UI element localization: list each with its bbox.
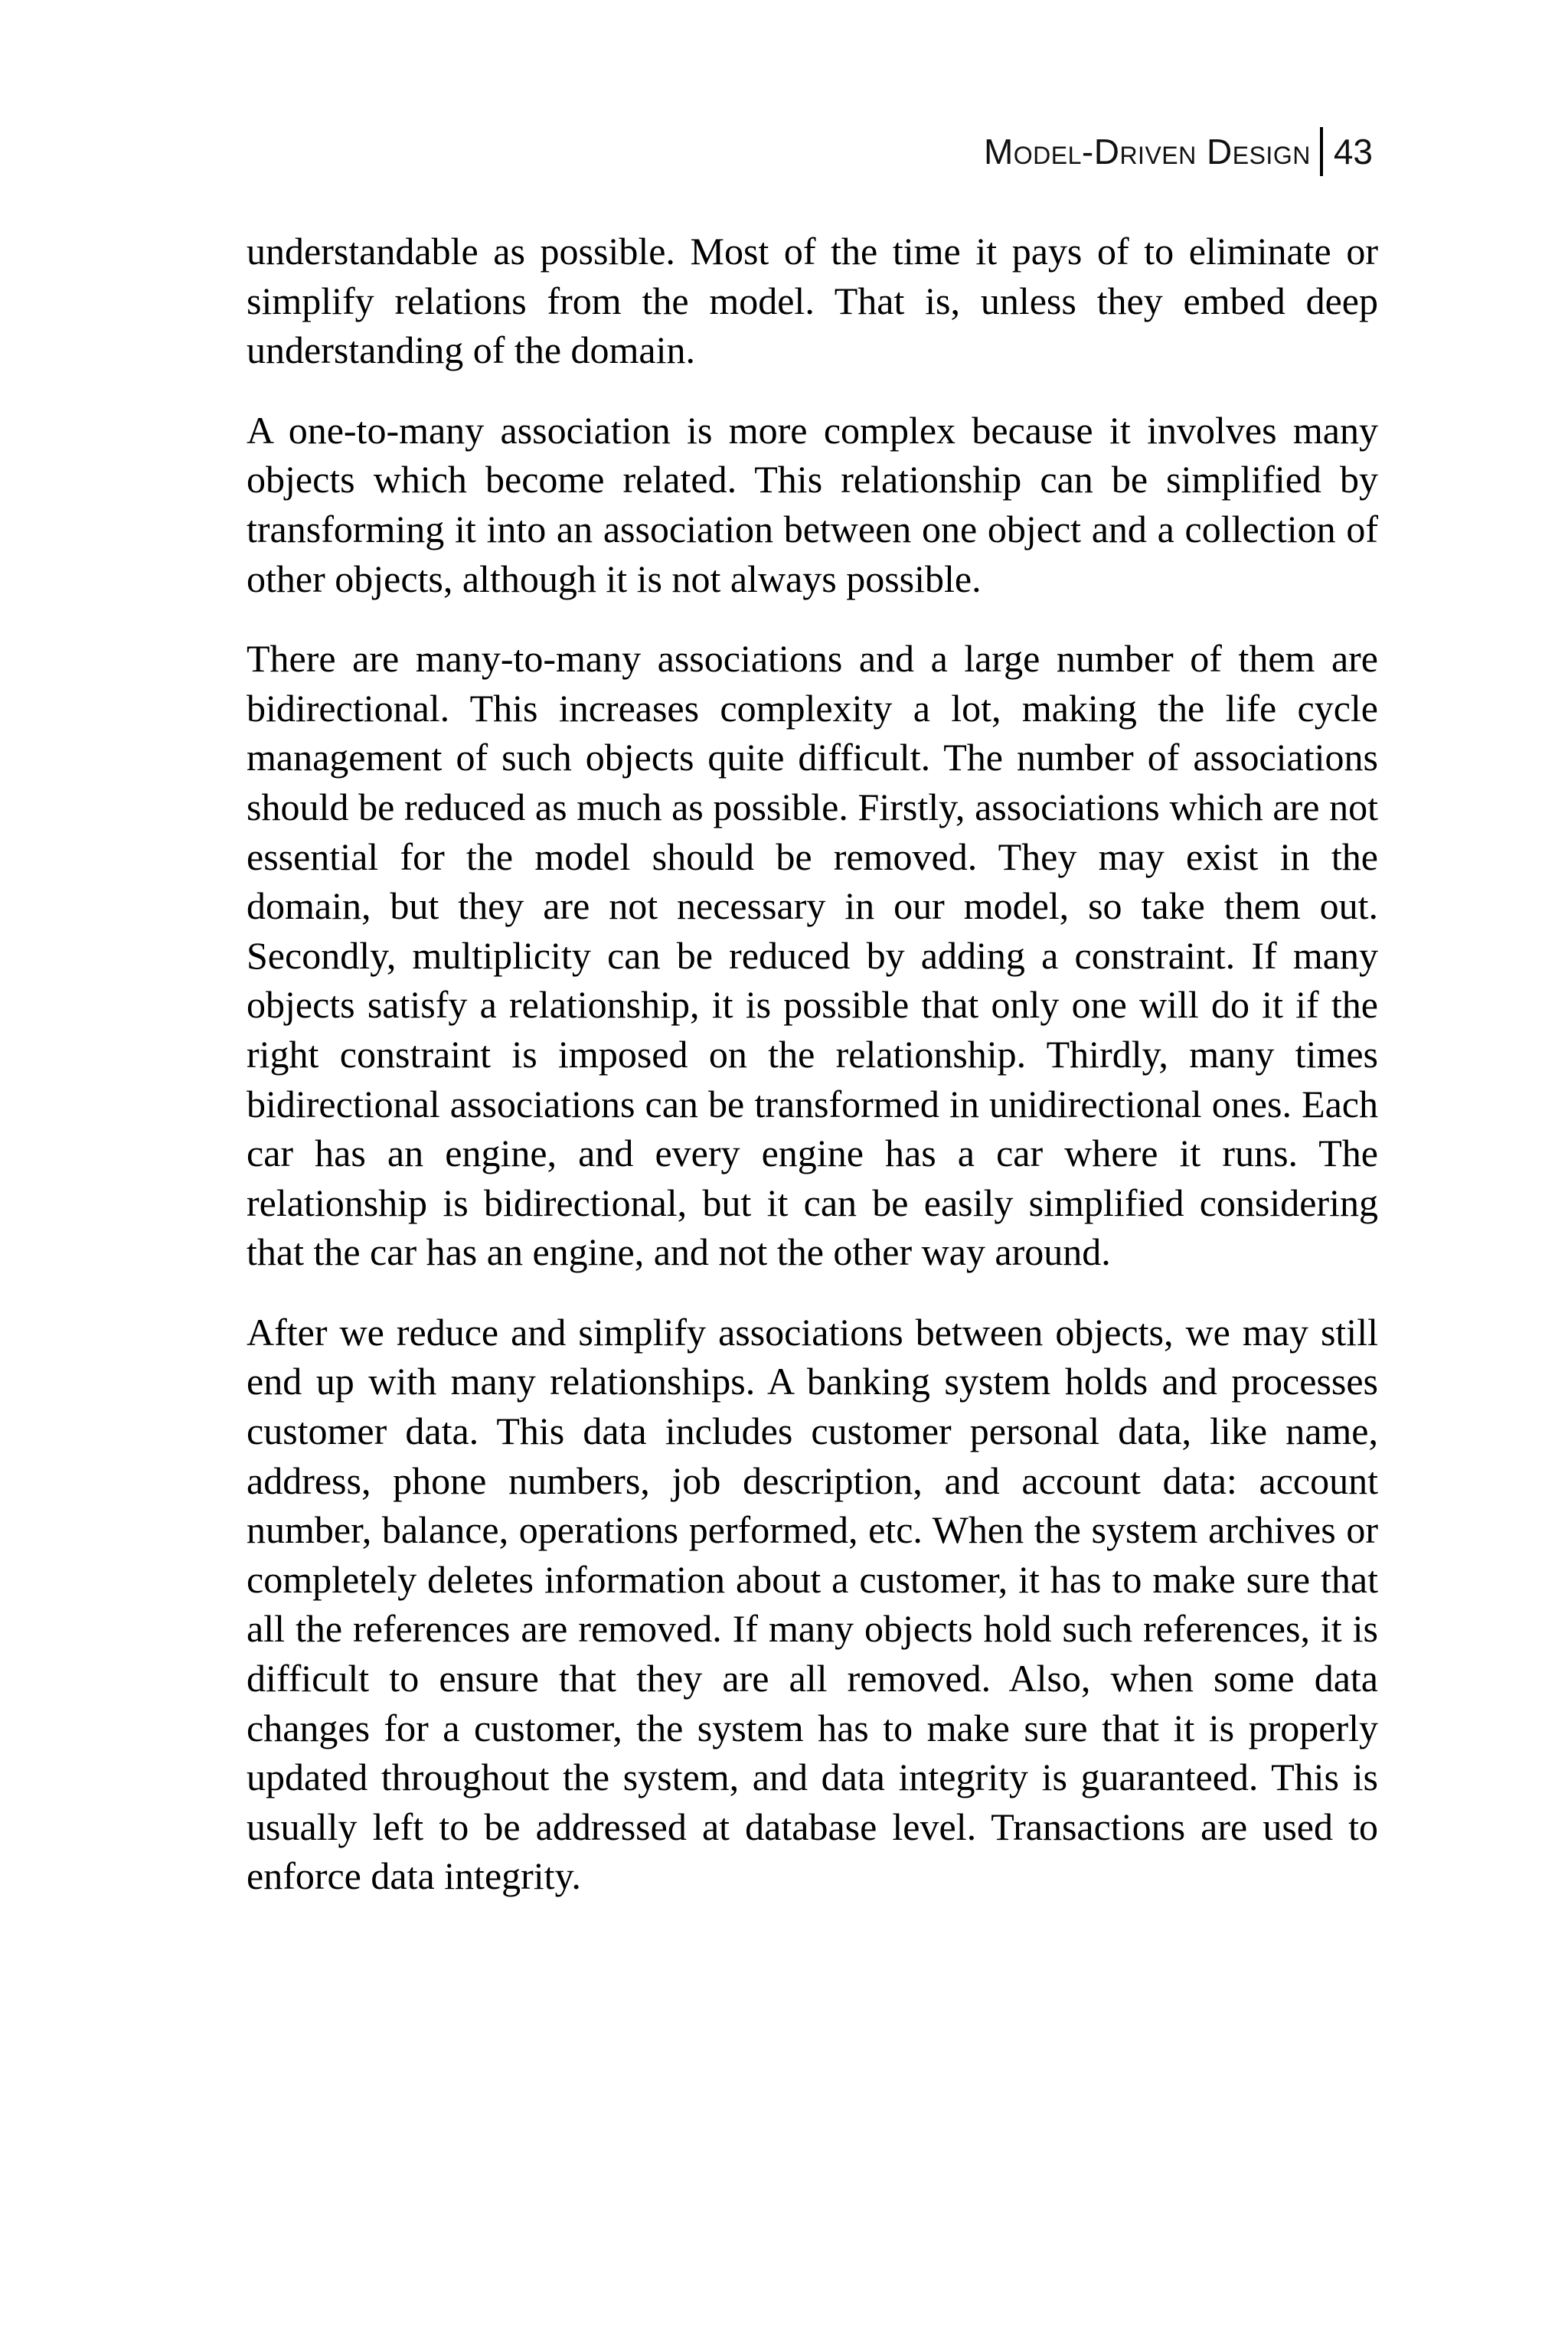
paragraph-1: understandable as possible. Most of the time it pays of to eliminate or simplify relations from the model. That is, unless they embed deep understanding of the domain. <box>247 230 1378 372</box>
running-header <box>984 127 1373 176</box>
body-text <box>247 227 1378 1932</box>
paragraph-2: A one-to-many association is more complex because it involves many objects which become related. This relationship can be simplified by transforming it into an association between one object and a collection of other objects, although it is not always possible. <box>247 408 1378 600</box>
paragraph-4: After we reduce and simplify associations between objects, we may still end up with many relationships. A banking system holds and processes customer data. This data includes customer personal data, like name, address, phone numbers, job description, and account data: account number, balance, operations performed, etc. When the system archives or completely deletes information about a customer, it has to make sure that all the references are removed. If many objects hold such references, it is difficult to ensure that they are all removed. Also, when some data changes for a customer, the system has to make sure that it is properly updated throughout the system, and data integrity is guaranteed. This is usually left to be addressed at database level. Transactions are used to enforce data integrity. <box>247 1310 1378 1898</box>
header-divider <box>1320 127 1323 176</box>
page-number: 43 <box>1333 132 1373 172</box>
paragraph-3: There are many-to-many associations and a large number of them are bidirectional. This increases complexity a lot, making the life cycle management of such objects quite difficult. The number of associations should be reduced as much as possible. Firstly, associations which are not essential for the model should be removed. They may exist in the domain, but they are not necessary in our model, so take them out. Secondly, multiplicity can be reduced by adding a constraint. If many objects satisfy a relationship, it is possible that only one will do it if the right constraint is imposed on the relationship. Thirdly, many times bidirectional associations can be transformed in unidirectional ones. Each car has an engine, and every engine has a car where it runs. The relationship is bidirectional, but it can be easily simplified considering that the car has an engine, and not the other way around. <box>247 637 1378 1274</box>
header-title: Model-Driven Design <box>983 132 1311 172</box>
